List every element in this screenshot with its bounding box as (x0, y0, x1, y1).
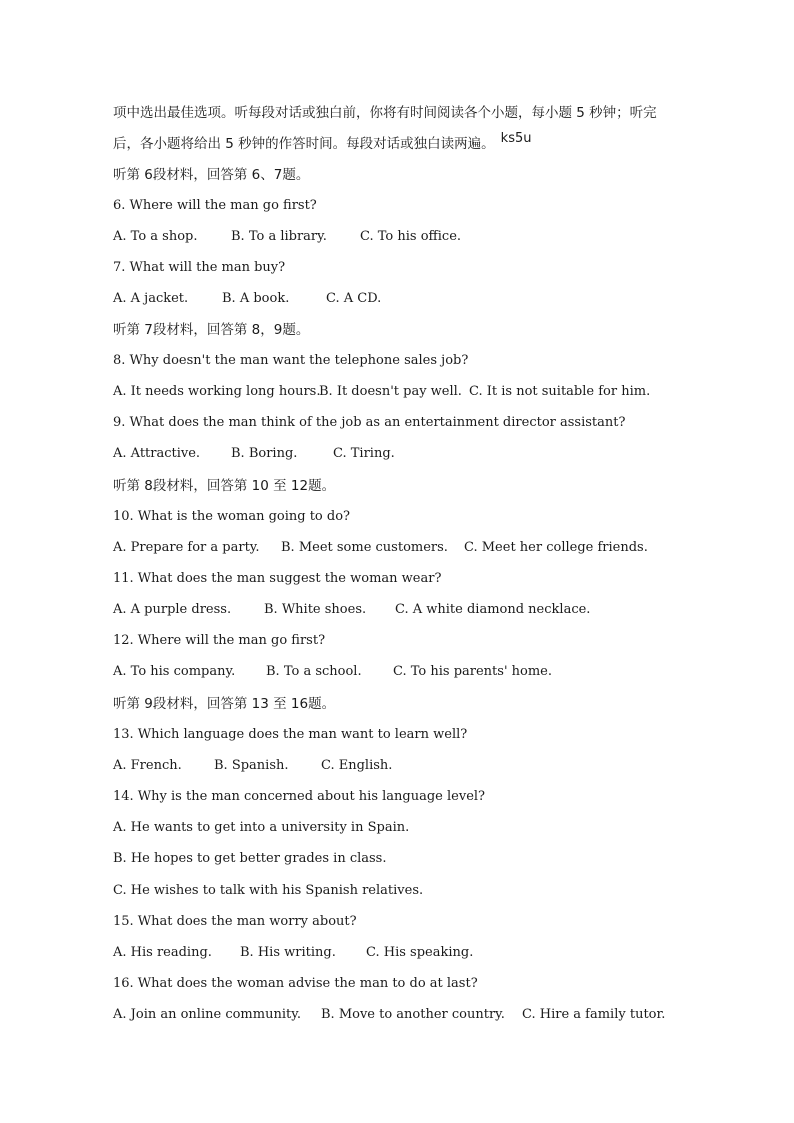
option-b: B. Boring. (231, 446, 298, 461)
instruction-line-2 (113, 131, 532, 154)
ks5u-mark: ks5u (500, 131, 532, 146)
option-a: A. French. (113, 758, 182, 773)
option-b: B. His writing. (240, 945, 336, 960)
option-a: A. To his company. (113, 664, 236, 679)
option-b: B. Move to another country. (321, 1007, 505, 1022)
section-heading: 听第 6段材料，回答第 6、7题。 (113, 167, 310, 183)
question-stem: 8. Why doesn't the man want the telephone sales job? (113, 353, 469, 368)
option-b: B. It doesn't pay well. (319, 384, 462, 399)
option-c: C. Tiring. (333, 446, 395, 461)
option-c: C. It is not suitable for him. (469, 384, 651, 399)
section-heading: 听第 7段材料，回答第 8，9题。 (113, 322, 310, 338)
option-b: B. A book. (222, 291, 290, 306)
option-a: A. Prepare for a party. (113, 540, 260, 555)
section-heading: 听第 9段材料，回答第 13 至 16题。 (113, 696, 336, 712)
question-stem: 14. Why is the man concerned about his language level? (113, 789, 486, 804)
section-heading: 听第 8段材料，回答第 10 至 12题。 (113, 478, 336, 494)
instruction-line-1 (113, 104, 657, 122)
option-c: C. Meet her college friends. (464, 540, 648, 555)
instruction-text-1: 项中选出最佳选项。听每段对话或独白前，你将有时间阅读各个小题，每小题 5 秒钟；听完 (113, 105, 657, 121)
option-b: B. Spanish. (214, 758, 289, 773)
question-stem: 12. Where will the man go first? (113, 633, 326, 648)
question-stem: 10. What is the woman going to do? (113, 509, 351, 524)
option-c: C. Hire a family tutor. (522, 1007, 666, 1022)
question-stem: 11. What does the man suggest the woman wear? (113, 571, 442, 586)
option-c: C. A white diamond necklace. (395, 602, 591, 617)
question-stem: 6. Where will the man go first? (113, 198, 317, 213)
option-a: A. A jacket. (113, 291, 189, 306)
question-stem: 13. Which language does the man want to learn well? (113, 727, 468, 742)
option-c: C. English. (321, 758, 393, 773)
option-c: C. A CD. (326, 291, 382, 306)
question-stem: 7. What will the man buy? (113, 260, 286, 275)
option-a: A. To a shop. (113, 229, 198, 244)
option-b: B. Meet some customers. (281, 540, 448, 555)
question-stem: 16. What does the woman advise the man to do at last? (113, 976, 478, 991)
option-a: A. A purple dress. (113, 602, 232, 617)
instruction-text-2: 后，各小题将给出 5 秒钟的作答时间。每段对话或独白读两遍。 (113, 136, 495, 152)
option-b: B. He hopes to get better grades in class. (113, 851, 387, 866)
option-c: C. His speaking. (366, 945, 474, 960)
option-a: A. His reading. (113, 945, 212, 960)
question-stem: 9. What does the man think of the job as an entertainment director assistant? (113, 415, 626, 430)
question-stem: 15. What does the man worry about? (113, 914, 357, 929)
option-a: A. It needs working long hours. (113, 384, 321, 399)
option-c: C. To his office. (360, 229, 462, 244)
option-b: B. To a library. (231, 229, 327, 244)
option-a: A. Join an online community. (113, 1007, 301, 1022)
option-c: C. To his parents' home. (393, 664, 553, 679)
option-a: A. Attractive. (113, 446, 201, 461)
option-a: A. He wants to get into a university in Spain. (113, 820, 410, 835)
option-c: C. He wishes to talk with his Spanish relatives. (113, 883, 424, 898)
option-b: B. White shoes. (264, 602, 367, 617)
option-b: B. To a school. (266, 664, 362, 679)
